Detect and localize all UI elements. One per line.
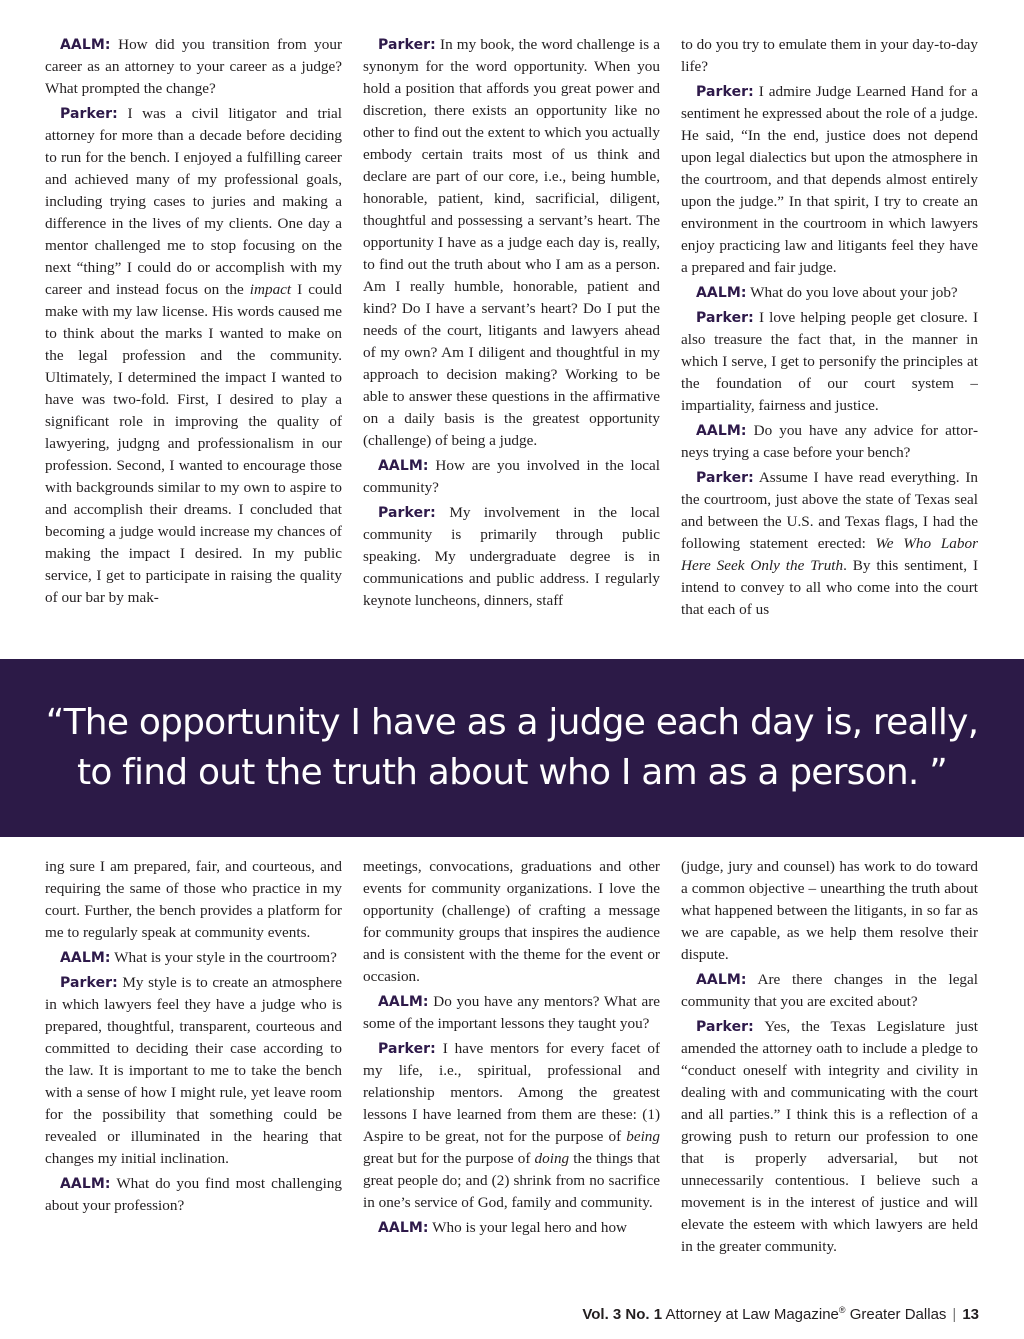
question	[45, 947, 342, 969]
speaker-label: AALM:	[378, 994, 429, 1010]
registered-mark: ®	[838, 1305, 846, 1315]
question-text: Who is your legal hero and how	[432, 1219, 628, 1236]
continued-text: meetings, convocations, graduations and other events for community organizations. I love the opportunity (challenge) of crafting a message for community groups that inspires the audience and is consistent with the theme for the event or occasion.	[363, 858, 660, 985]
answer	[681, 1016, 978, 1258]
answer-text: great but for the purpose of	[363, 1150, 535, 1167]
column-3-top	[681, 34, 978, 656]
column-1-top	[45, 34, 342, 656]
answer	[363, 502, 660, 612]
answer-text: . By this sentiment, I intend to convey to all who come into the court that each of us	[681, 557, 978, 618]
speaker-label: Parker:	[696, 84, 754, 100]
column-2-top	[363, 34, 660, 656]
question-text: What is your style in the courtroom?	[114, 949, 337, 966]
question	[363, 991, 660, 1035]
answer	[45, 972, 342, 1170]
question-text: Do you have any advice for attorneys trying a case before your bench?	[681, 422, 978, 461]
question	[681, 420, 978, 464]
speaker-label: Parker:	[378, 37, 436, 53]
answer-text: I could make with my law license. His words caused me to think about the marks I wanted to make on the legal profession and the community. Ultimately, I determined the impact I wanted to have was two-fold. First, I desired to play a significant role in improving the quality of lawyering, judgng and professionalism in our profession. Second, I wanted to encourage those with backgrounds similar to my own to aspire to and accomplish their dreams. I concluded that becoming a judge would increase my chances of making the impact I desired. In my public service, I get to participate in raising the quality of our bar by mak-	[45, 281, 342, 606]
emphasis-text: impact	[249, 281, 292, 298]
question	[363, 455, 660, 499]
speaker-label: Parker:	[696, 1019, 754, 1035]
column-1-bottom	[45, 856, 342, 1276]
speaker-label: AALM:	[696, 972, 747, 988]
pull-quote-banner	[0, 659, 1024, 837]
question-text: What do you love about your job?	[750, 284, 958, 301]
answer-text: I love helping people get closure. I also treasure the fact that, in the manner in which I serve, I get to personify the principles at the foundation of our court system – impartiality, fairness and justice.	[681, 309, 978, 414]
speaker-label: Parker:	[696, 470, 754, 486]
emphasis-text: doing	[534, 1150, 570, 1167]
pull-quote-line-2: to find out the truth about who I am as a person. ”	[77, 752, 947, 793]
speaker-label: AALM:	[60, 950, 111, 966]
column-3-bottom	[681, 856, 978, 1276]
speaker-label: Parker:	[60, 975, 118, 991]
answer	[363, 1038, 660, 1214]
answer-text: Yes, the Texas Legislature just amended the attorney oath to include a pledge to “conduct oneself with integrity and civility in dealing with and communicating with the court and all parties.” I think this is a reflection of a growing push to return our profession to one that is properly adversarial, but not unnecessarily contentious. I believe such a movement is in the interest of justice and will elevate the esteem with which lawyers are held in the greater community.	[681, 1018, 978, 1255]
speaker-label: AALM:	[60, 1176, 111, 1192]
continued-text: ing sure I am prepared, fair, and courteous, and requiring the same of those who practice in my court. Further, the bench provides a platform for me to regularly speak at community events.	[45, 858, 342, 941]
footer-separator: |	[952, 1306, 957, 1323]
speaker-label: AALM:	[60, 37, 111, 53]
answer	[681, 467, 978, 621]
speaker-label: Parker:	[378, 505, 436, 521]
question-text: Do you have any mentors? What are some of the important lessons they taught you?	[363, 993, 660, 1032]
answer-text: My involvement in the local community is primarily through public speaking. My undergraduate degree is in communications and public address. I regularly keynote luncheons, dinners, staff	[363, 504, 660, 609]
edition-name: Greater Dallas	[849, 1306, 947, 1323]
speaker-label: Parker:	[696, 310, 754, 326]
magazine-name: Attorney at Law Magazine	[665, 1306, 839, 1323]
column-2-bottom	[363, 856, 660, 1276]
continued-text: (judge, jury and counsel) has work to do toward a common objective – unearthing the truth about what happened between the litigants, in so far as we are capable, as we help them resolve their dispute.	[681, 858, 978, 963]
speaker-label: AALM:	[378, 458, 429, 474]
question-text: How did you transition from your career as an attorney to your career as a judge? What prompted the change?	[45, 36, 342, 97]
answer	[681, 81, 978, 279]
answer-text: In my book, the word challenge is a synonym for the word opportunity. When you hold a position that affords you great power and discretion, there exists an opportunity like no other to find out the extent to which you actually embody certain traits most of us think and declare are part of our core, i.e., being humble, honorable, patient, kind, sacrificial, diligent, thoughtful and possessing a servant’s heart. The opportunity I have as a judge each day is, really, to find out the truth about who I am as a person. Am I really humble, honorable, patient and kind? Do I have a servant’s heart? Do I put the needs of the court, litigants and lawyers ahead of my own? Am I diligent and thoughtful in my approach to decision making? Working to be able to answer these questions in the affirmative on a daily basis is the greatest opportunity (challenge) of being a judge.	[363, 36, 660, 449]
continued-text: to do you try to emulate them in your day-to-day life?	[681, 36, 978, 75]
speaker-label: AALM:	[696, 285, 747, 301]
pull-quote-line-1: “The opportunity I have as a judge each day is, really,	[45, 702, 979, 743]
question-text: Are there changes in the legal community that you are excited about?	[681, 971, 978, 1010]
answer	[363, 34, 660, 452]
answer-text: Assume I have read everything. In the courtroom, just above the state of Texas seal and between the U.S. and Texas flags, I had the following statement erected:	[681, 469, 978, 552]
issue-number: Vol. 3 No. 1	[582, 1306, 663, 1323]
answer-text: I was a civil litigator and trial attorney for more than a decade before deciding to run for the bench. I enjoyed a fulfilling career and achieved many of my professional goals, including trying cases to juries and making a difference in the lives of my clients. One day a mentor challenged me to stop focusing on the next “thing” I could do or accomplish with my career and instead focus on the	[45, 105, 342, 298]
question	[681, 282, 978, 304]
answer-text: I have mentors for every facet of my life, i.e., spiritual, professional and relationship mentors. Among the greatest lessons I have learned from them are these: (1) Aspire to be great, not for the purpose of	[363, 1040, 660, 1145]
top-columns	[0, 34, 1024, 656]
answer-text: I admire Judge Learned Hand for a sentiment he expressed about the role of a judge. He said, “In the end, justice does not depend upon legal dialectics but upon the atmosphere in the courtroom, and that depends almost entirely upon the judge.” In that spirit, I try to create an environment in the courtroom in which lawyers enjoy practicing law and litigants feel they have a prepared and fair judge.	[681, 83, 978, 276]
speaker-label: Parker:	[378, 1041, 436, 1057]
question-text: How are you involved in the local community?	[363, 457, 660, 496]
question	[45, 1173, 342, 1217]
speaker-label: Parker:	[60, 106, 118, 122]
page-footer	[582, 1305, 979, 1323]
emphasis-text: We Who Labor Here Seek Only the Truth	[681, 535, 978, 574]
bottom-columns	[0, 856, 1024, 1276]
answer	[681, 307, 978, 417]
speaker-label: AALM:	[696, 423, 747, 439]
answer-text: the things that great people do; and (2) shrink from no sacrifice in one’s service of God, family and community.	[363, 1150, 660, 1211]
answer-text: My style is to create an atmosphere in which lawyers feel they have a judge who is prepared, thoughtful, transparent, courteous and committed to deciding their case according to the law. It is important to me to take the bench with a sense of how I might rule, yet leave room for the possibility that something could be revealed or illuminated in the hearing that changes my initial inclination.	[45, 974, 342, 1167]
question-text: What do you find most challenging about your profession?	[45, 1175, 342, 1214]
speaker-label: AALM:	[378, 1220, 429, 1236]
emphasis-text: being	[626, 1128, 660, 1145]
question	[681, 969, 978, 1013]
answer	[45, 103, 342, 609]
question	[45, 34, 342, 100]
question	[363, 1217, 660, 1239]
page-number: 13	[962, 1306, 979, 1323]
